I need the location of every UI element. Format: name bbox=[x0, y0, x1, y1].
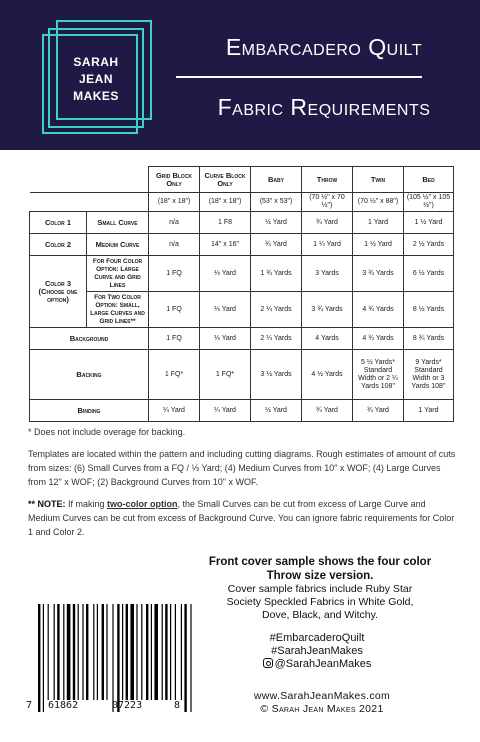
barcode-bar bbox=[112, 604, 113, 712]
barcode-bar bbox=[63, 604, 64, 700]
table-cell: 1 FQ* bbox=[200, 350, 251, 400]
site-footer bbox=[222, 690, 422, 716]
barcode-bar bbox=[151, 604, 152, 700]
barcode-bar bbox=[190, 604, 191, 712]
table-cell: 3 ¾ Yards bbox=[353, 256, 404, 292]
barcode-digit: 61862 bbox=[48, 700, 79, 711]
table-cell: 4 ¾ Yards bbox=[353, 292, 404, 328]
barcode-bar bbox=[54, 604, 55, 700]
table-row bbox=[30, 400, 454, 422]
column-header: Bed bbox=[404, 167, 454, 193]
table-cell: 14" x 16" bbox=[200, 234, 251, 256]
barcode-bar bbox=[141, 604, 142, 700]
table-cell: ¾ Yard bbox=[353, 400, 404, 422]
table-row bbox=[30, 234, 454, 256]
note-lead: ** NOTE: bbox=[28, 499, 66, 509]
brand-logo bbox=[42, 20, 160, 132]
barcode-bars bbox=[34, 604, 196, 714]
two-color-option-link: two-color option bbox=[107, 499, 178, 509]
table-cell: 4 Yards bbox=[302, 328, 353, 350]
barcode-bar bbox=[38, 604, 40, 712]
barcode-bar bbox=[106, 604, 107, 700]
row-label: Color 3 (Choose one option) bbox=[30, 256, 87, 328]
website-url: www.SarahJeanMakes.com bbox=[253, 690, 391, 702]
barcode-bar bbox=[146, 604, 148, 700]
row-label: Color 1 bbox=[30, 212, 87, 234]
size-cell: (105 ½" x 105 ½") bbox=[404, 193, 454, 212]
table-cell: 4 ½ Yards bbox=[302, 350, 353, 400]
cover-text: Cover sample fabrics include Ruby Star bbox=[227, 583, 413, 595]
table-cell: 2 ¼ Yards bbox=[251, 292, 302, 328]
table-cell: 8 ¾ Yards bbox=[404, 328, 454, 350]
table-cell: ¾ Yard bbox=[251, 234, 302, 256]
row-sublabel: For Two Color Option: Small, Large Curves and Grid Lines** bbox=[87, 292, 149, 328]
column-header: Grid Block Only bbox=[149, 167, 200, 193]
table-cell: 1 Yard bbox=[404, 400, 454, 422]
barcode-bar bbox=[122, 604, 123, 700]
table-cell: 3 ¾ Yards bbox=[302, 292, 353, 328]
table-cell: 1 ½ Yard bbox=[353, 234, 404, 256]
note-text: , the Small Curves can be cut from excess of Large Curve and Medium Curves can be cut from excess of Background Curve. You can ignore fabric requirements for Color 1 and Color 2. bbox=[28, 499, 455, 537]
barcode-bar bbox=[184, 604, 186, 712]
table-cell: 5 ½ Yards* Standard Width or 2 ¼ Yards 108" bbox=[353, 350, 404, 400]
table-cell: ⅓ Yard bbox=[200, 256, 251, 292]
barcode-bar bbox=[162, 604, 163, 700]
instagram-handle bbox=[232, 658, 402, 671]
templates-note: Templates are located within the pattern and including cutting diagrams. Rough estimates of amount of cuts from sizes: (6) Small Curves from a FQ / ⅓ Yard; (4) Medium Curves from 10" x WOF; (4) Large Curves from 12" x WOF; (2) Background Curves from 10" x WOF. bbox=[28, 449, 456, 487]
barcode-bar bbox=[170, 604, 171, 700]
note-text: If making bbox=[65, 499, 108, 509]
table-cell: ⅓ Yard bbox=[200, 292, 251, 328]
barcode-digit: 07223 bbox=[112, 700, 143, 711]
barcode-bar bbox=[126, 604, 128, 700]
row-label: Background bbox=[30, 328, 149, 350]
size-cell: (18" x 18") bbox=[200, 193, 251, 212]
fabric-requirements-table bbox=[29, 166, 454, 422]
barcode-bar bbox=[93, 604, 94, 700]
barcode-digit: 8 bbox=[174, 700, 181, 711]
barcode-bar bbox=[67, 604, 71, 700]
table-row bbox=[30, 256, 454, 292]
table-cell: 6 ½ Yards bbox=[404, 256, 454, 292]
table-cell: ¾ Yard bbox=[302, 400, 353, 422]
notes-section bbox=[28, 425, 458, 547]
table-corner bbox=[30, 167, 149, 193]
barcode-bar bbox=[154, 604, 158, 700]
table-cell: 1 FQ bbox=[149, 328, 200, 350]
row-sublabel: Medium Curve bbox=[87, 234, 149, 256]
barcode-bar bbox=[86, 604, 88, 700]
barcode-bar bbox=[136, 604, 137, 700]
table-cell: 2 ½ Yards bbox=[404, 234, 454, 256]
size-cell: (70 ½" x 88") bbox=[353, 193, 404, 212]
barcode-bar bbox=[165, 604, 167, 700]
logo-text bbox=[54, 54, 138, 105]
barcode-bar bbox=[78, 604, 79, 700]
row-sublabel: For Four Color Option: Large Curve and Grid Lines bbox=[87, 256, 149, 292]
table-cell: 2 ¼ Yards bbox=[251, 328, 302, 350]
row-label: Color 2 bbox=[30, 234, 87, 256]
table-cell: 1 FQ bbox=[149, 256, 200, 292]
hashtag: #SarahJeanMakes bbox=[271, 645, 363, 657]
row-sublabel: Small Curve bbox=[87, 212, 149, 234]
logo-line: SARAH bbox=[73, 55, 119, 69]
logo-line: JEAN bbox=[78, 72, 113, 86]
column-header: Twin bbox=[353, 167, 404, 193]
table-cell: 1 Yard bbox=[353, 212, 404, 234]
table-row bbox=[30, 212, 454, 234]
cover-sample-info bbox=[180, 555, 460, 622]
table-cell: 4 ¾ Yards bbox=[353, 328, 404, 350]
barcode-bar bbox=[73, 604, 75, 700]
table-cell: 1 F8 bbox=[200, 212, 251, 234]
table-cell: ¾ Yard bbox=[302, 212, 353, 234]
barcode-bar bbox=[43, 604, 44, 712]
table-cell: 1 ¼ Yard bbox=[302, 234, 353, 256]
barcode-digit: 7 bbox=[26, 700, 33, 711]
table-cell: 3 Yards bbox=[302, 256, 353, 292]
barcode bbox=[34, 604, 196, 714]
size-cell: (53" x 53") bbox=[251, 193, 302, 212]
cover-heading: Front cover sample shows the four color bbox=[208, 556, 432, 568]
page-title: Embarcadero Quilt bbox=[225, 34, 423, 60]
logo-line: MAKES bbox=[73, 89, 119, 103]
table-cell: 1 FQ bbox=[149, 292, 200, 328]
table-row bbox=[30, 328, 454, 350]
backing-note: * Does not include overage for backing. bbox=[28, 427, 186, 437]
social-tags bbox=[232, 632, 402, 671]
table-cell: 8 ½ Yards bbox=[404, 292, 454, 328]
table-cell: n/a bbox=[149, 212, 200, 234]
table-cell: 1 ½ Yard bbox=[404, 212, 454, 234]
copyright: © Sarah Jean Makes 2021 bbox=[260, 703, 384, 715]
table-cell: 9 Yards* Standard Width or 3 Yards 108" bbox=[404, 350, 454, 400]
table-cell: ¼ Yard bbox=[149, 400, 200, 422]
table-cell: ¼ Yard bbox=[200, 400, 251, 422]
barcode-bar bbox=[57, 604, 59, 700]
cover-heading: Throw size version. bbox=[266, 570, 374, 582]
row-label: Binding bbox=[30, 400, 149, 422]
barcode-bar bbox=[82, 604, 83, 700]
barcode-bar bbox=[102, 604, 104, 700]
table-corner bbox=[30, 193, 149, 212]
barcode-bar bbox=[97, 604, 98, 700]
title-divider bbox=[176, 76, 422, 78]
table-cell: n/a bbox=[149, 234, 200, 256]
table-row bbox=[30, 350, 454, 400]
row-label: Backing bbox=[30, 350, 149, 400]
hashtag: #EmbarcaderoQuilt bbox=[269, 632, 365, 644]
size-cell: (18" x 18") bbox=[149, 193, 200, 212]
column-header: Throw bbox=[302, 167, 353, 193]
page-subtitle: Fabric Requirements bbox=[217, 94, 431, 120]
table-cell: 1 FQ* bbox=[149, 350, 200, 400]
column-header: Curve Block Only bbox=[200, 167, 251, 193]
table-cell: ⅓ Yard bbox=[200, 328, 251, 350]
size-cell: (70 ½" x 70 ½") bbox=[302, 193, 353, 212]
instagram-text: @SarahJeanMakes bbox=[274, 658, 372, 670]
column-header: Baby bbox=[251, 167, 302, 193]
barcode-bar bbox=[130, 604, 134, 700]
barcode-bar bbox=[181, 604, 182, 700]
cover-text: Dove, Black, and Witchy. bbox=[262, 609, 378, 621]
table-cell: ½ Yard bbox=[251, 212, 302, 234]
barcode-bar bbox=[48, 604, 49, 700]
header-banner bbox=[0, 0, 480, 150]
two-color-note bbox=[28, 497, 458, 539]
instagram-icon bbox=[263, 658, 273, 668]
table-cell: 3 ½ Yards bbox=[251, 350, 302, 400]
table-cell: 1 ¾ Yards bbox=[251, 256, 302, 292]
barcode-bar bbox=[175, 604, 176, 700]
barcode-bar bbox=[117, 604, 119, 712]
table-row bbox=[30, 292, 454, 328]
table-cell: ½ Yard bbox=[251, 400, 302, 422]
cover-text: Society Speckled Fabrics in White Gold, bbox=[226, 596, 414, 608]
